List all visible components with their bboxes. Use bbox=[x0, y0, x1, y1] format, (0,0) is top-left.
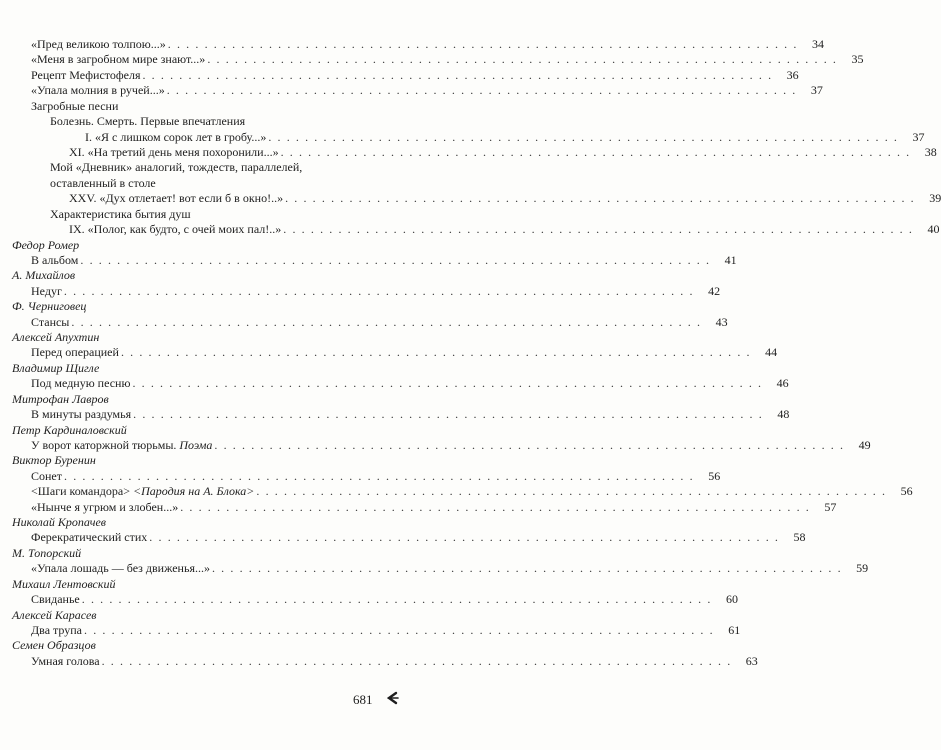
toc-entry[interactable] bbox=[0, 252, 737, 268]
entry-title: I. «Я с лишком сорок лет в гробу...» bbox=[85, 129, 267, 144]
toc-entry[interactable] bbox=[0, 375, 789, 391]
entry-title: Ферекратический стих bbox=[31, 530, 148, 545]
toc-entry[interactable] bbox=[0, 51, 864, 67]
toc-entry[interactable] bbox=[0, 529, 806, 545]
toc-entry[interactable] bbox=[0, 190, 941, 206]
entry-page-number: 35 bbox=[851, 52, 864, 67]
author-name: Петр Кардиналовский bbox=[12, 422, 127, 437]
entry-page-number: 48 bbox=[777, 407, 790, 422]
dot-leader: . . . . . . . . . . . . . . . . . . . . . . . . . . . . . . . . . . . . . . . . . . . . . . . . . . . . . . . . . . . . . . . . . . . . . bbox=[71, 314, 702, 329]
author-name: Владимир Щигле bbox=[12, 360, 100, 375]
toc-entry[interactable] bbox=[0, 221, 940, 237]
author-name: Семен Образцов bbox=[12, 638, 96, 653]
dot-leader: . . . . . . . . . . . . . . . . . . . . . . . . . . . . . . . . . . . . . . . . . . . . . . . . . . . . . . . . . . . . . . . . . . . . . bbox=[63, 283, 695, 298]
entry-title: «Упала лошадь — без движенья...» bbox=[31, 561, 210, 576]
dot-leader: . . . . . . . . . . . . . . . . . . . . . . . . . . . . . . . . . . . . . . . . . . . . . . . . . . . . . . . . . . . . . . . . . . . . . bbox=[214, 437, 845, 452]
dot-leader: . . . . . . . . . . . . . . . . . . . . . . . . . . . . . . . . . . . . . . . . . . . . . . . . . . . . . . . . . . . . . . . . . . . . . bbox=[285, 191, 916, 206]
author-name: Ф. Черниговец bbox=[12, 299, 87, 314]
entry-title: В минуты раздумья bbox=[31, 407, 132, 422]
entry-page-number: 56 bbox=[708, 468, 721, 483]
entry-page-number: 46 bbox=[776, 376, 789, 391]
entry-title: «Нынче я угрюм и злобен...» bbox=[31, 499, 179, 514]
author-name: Виктор Буренин bbox=[12, 453, 96, 468]
dot-leader: . . . . . . . . . . . . . . . . . . . . . . . . . . . . . . . . . . . . . . . . . . . . . . . . . . . . . . . . . . . . . . . . . . . . . bbox=[132, 376, 763, 391]
entry-page-number: 37 bbox=[912, 129, 925, 144]
dot-leader: . . . . . . . . . . . . . . . . . . . . . . . . . . . . . . . . . . . . . . . . . . . . . . . . . . . . . . . . . . . . . . . . . . . . . bbox=[167, 37, 798, 51]
author-name: Николай Кропачев bbox=[12, 515, 106, 529]
dot-leader: . . . . . . . . . . . . . . . . . . . . . . . . . . . . . . . . . . . . . . . . . . . . . . . . . . . . . . . . . . . . . . . . . . . . . bbox=[64, 468, 695, 483]
section-heading: оставленный в столе bbox=[50, 175, 156, 190]
entry-page-number: 37 bbox=[810, 83, 823, 98]
entry-title: IX. «Полог, как будто, с очей моих пал!..» bbox=[69, 222, 282, 236]
dot-leader: . . . . . . . . . . . . . . . . . . . . . . . . . . . . . . . . . . . . . . . . . . . . . . . . . . . . . . . . . . . . . . . . . . . . . bbox=[84, 623, 715, 637]
author-name: М. Топорский bbox=[12, 545, 82, 560]
entry-title: Недуг bbox=[31, 283, 62, 298]
author-name: Митрофан Лавров bbox=[12, 391, 109, 406]
entry-title: Свиданье bbox=[31, 592, 80, 607]
section-heading: Болезнь. Смерть. Первые впечатления bbox=[50, 114, 246, 129]
entry-page-number: 61 bbox=[728, 623, 741, 637]
dot-leader: . . . . . . . . . . . . . . . . . . . . . . . . . . . . . . . . . . . . . . . . . . . . . . . . . . . . . . . . . . . . . . . . . . . . . bbox=[81, 592, 712, 607]
entry-page-number: 36 bbox=[786, 67, 799, 82]
entry-title: XI. «На третий день меня похоронили...» bbox=[69, 144, 279, 159]
toc-entry[interactable] bbox=[0, 129, 925, 145]
entry-page-number: 44 bbox=[765, 345, 778, 360]
section-heading: Характеристика бытия душ bbox=[50, 206, 191, 221]
entry-title: В альбом bbox=[31, 252, 79, 267]
entry-title: Умная голова bbox=[31, 653, 100, 668]
toc-entry[interactable] bbox=[0, 36, 824, 52]
toc-entry[interactable] bbox=[0, 591, 738, 607]
dot-leader: . . . . . . . . . . . . . . . . . . . . . . . . . . . . . . . . . . . . . . . . . . . . . . . . . . . . . . . . . . . . . . . . . . . . . bbox=[283, 222, 914, 236]
entry-title: Стансы bbox=[31, 314, 70, 329]
entry-title: Под медную песню bbox=[31, 376, 131, 391]
dot-leader: . . . . . . . . . . . . . . . . . . . . . . . . . . . . . . . . . . . . . . . . . . . . . . . . . . . . . . . . . . . . . . . . . . . . . bbox=[268, 129, 899, 144]
entry-title: У ворот каторжной тюрьмы. Поэма bbox=[31, 437, 213, 452]
entry-title: XXV. «Дух отлетает! вот если б в окно!..» bbox=[69, 191, 284, 206]
dot-leader: . . . . . . . . . . . . . . . . . . . . . . . . . . . . . . . . . . . . . . . . . . . . . . . . . . . . . . . . . . . . . . . . . . . . . bbox=[149, 530, 780, 545]
dot-leader: . . . . . . . . . . . . . . . . . . . . . . . . . . . . . . . . . . . . . . . . . . . . . . . . . . . . . . . . . . . . . . . . . . . . . bbox=[180, 499, 811, 514]
author-name: Федор Ромер bbox=[12, 237, 80, 252]
entry-title: Перед операцией bbox=[31, 345, 119, 360]
toc-entry[interactable] bbox=[0, 499, 837, 515]
author-name: А. Михайлов bbox=[12, 268, 76, 283]
entry-title: Сонет bbox=[31, 468, 62, 483]
dot-leader: . . . . . . . . . . . . . . . . . . . . . . . . . . . . . . . . . . . . . . . . . . . . . . . . . . . . . . . . . . . . . . . . . . . . . bbox=[80, 252, 711, 267]
author-name: Михаил Лентовский bbox=[12, 576, 116, 591]
toc-entry[interactable] bbox=[0, 144, 937, 160]
entry-page-number: 42 bbox=[708, 283, 721, 298]
entry-page-number: 58 bbox=[793, 530, 806, 545]
entry-page-number: 34 bbox=[811, 37, 824, 51]
section-heading: Мой «Дневник» аналогий, тождеств, параллелей, bbox=[50, 160, 303, 175]
toc-entry[interactable] bbox=[0, 622, 741, 638]
entry-page-number: 40 bbox=[927, 222, 940, 236]
dot-leader: . . . . . . . . . . . . . . . . . . . . . . . . . . . . . . . . . . . . . . . . . . . . . . . . . . . . . . . . . . . . . . . . . . . . . bbox=[256, 484, 887, 499]
author-name: Алексей Апухтин bbox=[12, 330, 100, 344]
dot-leader: . . . . . . . . . . . . . . . . . . . . . . . . . . . . . . . . . . . . . . . . . . . . . . . . . . . . . . . . . . . . . . . . . . . . . bbox=[211, 561, 843, 576]
entry-title: «Упала молния в ручей...» bbox=[31, 83, 165, 98]
entry-title: «Пред великою толпою...» bbox=[31, 37, 166, 51]
entry-page-number: 57 bbox=[824, 499, 837, 514]
toc-entry[interactable] bbox=[0, 82, 823, 98]
entry-title-italic: <Пародия на А. Блока> bbox=[133, 484, 255, 499]
toc-entry[interactable] bbox=[0, 468, 721, 484]
toc-entry[interactable] bbox=[0, 560, 869, 576]
section-heading: Загробные песни bbox=[31, 98, 119, 113]
toc-entry[interactable] bbox=[0, 483, 913, 499]
entry-title: <Шаги командора> <Пародия на А. Блока> bbox=[31, 484, 255, 499]
dot-leader: . . . . . . . . . . . . . . . . . . . . . . . . . . . . . . . . . . . . . . . . . . . . . . . . . . . . . . . . . . . . . . . . . . . . . bbox=[142, 67, 773, 82]
toc-entry[interactable] bbox=[0, 406, 790, 422]
dot-leader: . . . . . . . . . . . . . . . . . . . . . . . . . . . . . . . . . . . . . . . . . . . . . . . . . . . . . . . . . . . . . . . . . . . . . bbox=[101, 653, 732, 668]
entry-title: Два трупа bbox=[31, 623, 82, 637]
entry-page-number: 60 bbox=[725, 592, 738, 607]
entry-page-number: 56 bbox=[900, 484, 913, 499]
dot-leader: . . . . . . . . . . . . . . . . . . . . . . . . . . . . . . . . . . . . . . . . . . . . . . . . . . . . . . . . . . . . . . . . . . . . . bbox=[166, 83, 797, 98]
entry-page-number: 63 bbox=[745, 653, 758, 668]
entry-page-number: 43 bbox=[715, 314, 728, 329]
entry-title: Рецепт Мефистофеля bbox=[31, 67, 141, 82]
dot-leader: . . . . . . . . . . . . . . . . . . . . . . . . . . . . . . . . . . . . . . . . . . . . . . . . . . . . . . . . . . . . . . . . . . . . . bbox=[207, 52, 838, 67]
toc-entry[interactable] bbox=[0, 314, 728, 330]
toc-entry[interactable] bbox=[0, 283, 721, 299]
dot-leader: . . . . . . . . . . . . . . . . . . . . . . . . . . . . . . . . . . . . . . . . . . . . . . . . . . . . . . . . . . . . . . . . . . . . . bbox=[280, 144, 911, 159]
dot-leader: . . . . . . . . . . . . . . . . . . . . . . . . . . . . . . . . . . . . . . . . . . . . . . . . . . . . . . . . . . . . . . . . . . . . . bbox=[133, 407, 764, 422]
entry-page-number: 41 bbox=[724, 252, 737, 267]
toc-entry[interactable] bbox=[0, 344, 778, 360]
toc-entry[interactable] bbox=[0, 67, 799, 83]
entry-page-number: 38 bbox=[924, 144, 937, 159]
entry-title-italic: Поэма bbox=[176, 437, 213, 452]
return-arrow-icon[interactable] bbox=[384, 690, 400, 706]
toc-entry[interactable] bbox=[0, 653, 758, 669]
toc-entry[interactable] bbox=[0, 437, 871, 453]
entry-title: «Меня в загробном мире знают...» bbox=[31, 52, 206, 67]
entry-page-number: 39 bbox=[929, 191, 941, 206]
entry-page-number: 59 bbox=[856, 561, 869, 576]
author-name: Алексей Карасев bbox=[12, 607, 97, 622]
entry-page-number: 49 bbox=[858, 437, 871, 452]
dot-leader: . . . . . . . . . . . . . . . . . . . . . . . . . . . . . . . . . . . . . . . . . . . . . . . . . . . . . . . . . . . . . . . . . . . . . bbox=[120, 345, 752, 360]
page-number: 681 bbox=[353, 692, 373, 707]
